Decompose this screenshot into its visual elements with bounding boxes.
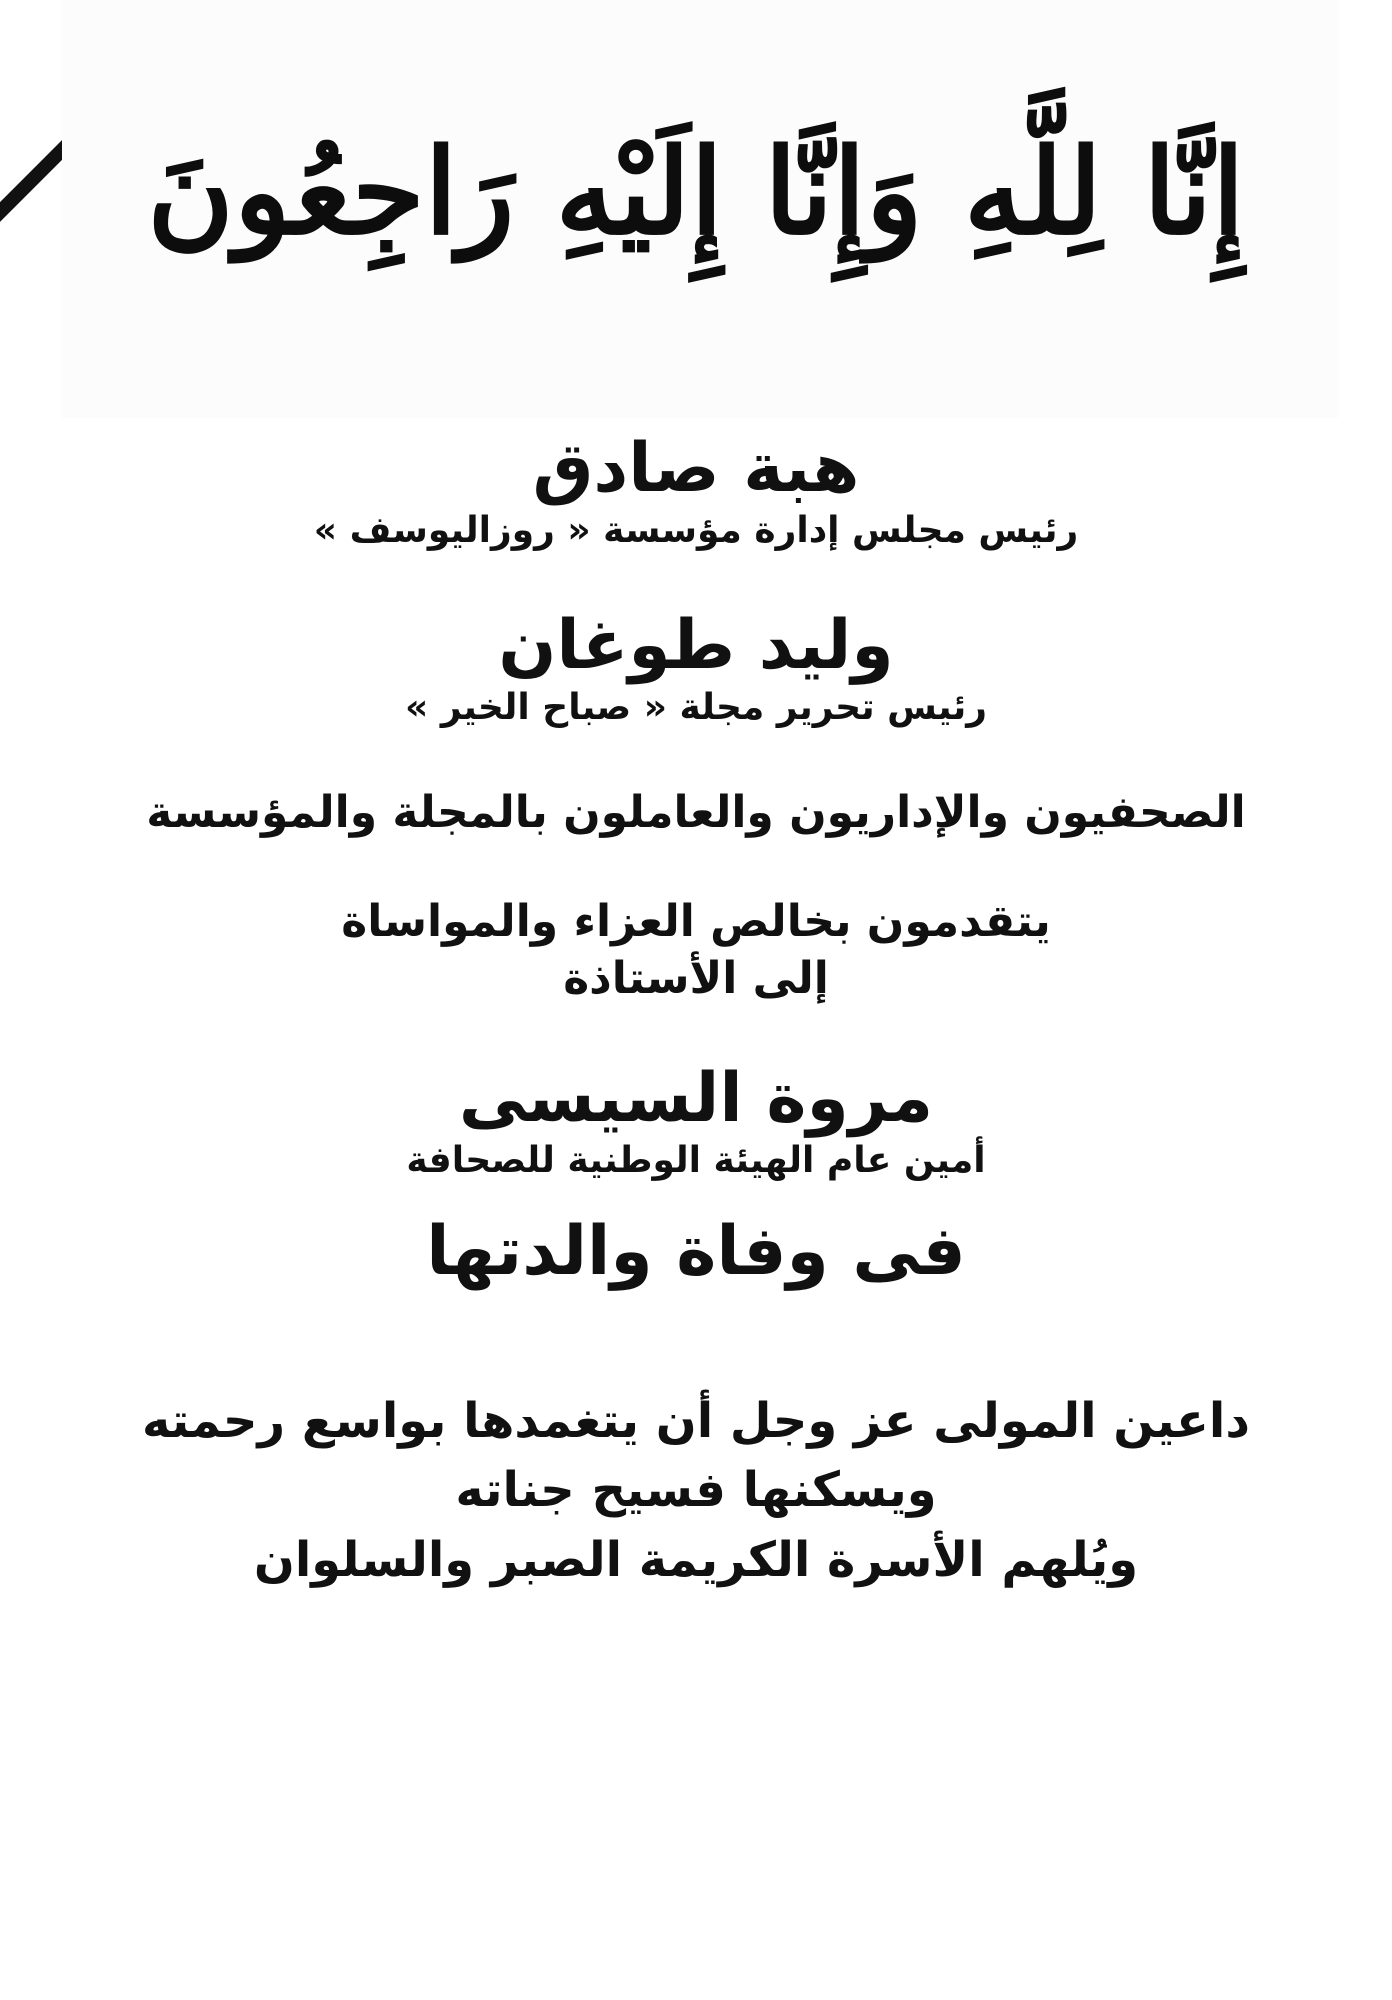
person1-title: رئيس مجلس إدارة مؤسسة « روزاليوسف » [313,510,1079,552]
prayer-line-2: ويسكنها فسيح جناته [455,1462,937,1519]
recipient-name: مروة السيسى [458,1058,934,1138]
calligraphy-text: إِنَّا لِلَّهِ وَإِنَّا إِلَيْهِ رَاجِعُونَ [147,122,1245,261]
quran-calligraphy-header [147,42,1245,342]
condolence-line-1: يتقدمون بخالص العزاء والمواساة [341,896,1051,948]
person2-name: وليد طوغان [498,605,894,685]
person1-name: هبة صادق [532,429,860,508]
staff-line: الصحفيون والإداريون والعاملون بالمجلة والمؤسسة [146,786,1246,838]
occasion-line: فى وفاة والدتها [426,1211,966,1291]
prayer-line-3: ويُلهم الأسرة الكريمة الصبر والسلوان [253,1531,1139,1588]
recipient-title: أمين عام الهيئة الوطنية للصحافة [406,1139,986,1181]
person2-title: رئيس تحرير مجلة « صباح الخير » [405,687,987,729]
prayer-line-1: داعين المولى عز وجل أن يتغمدها بواسع رحمته [142,1392,1250,1449]
condolence-notice [70,430,1322,1595]
condolence-line-2: إلى الأستاذة [563,953,829,1005]
